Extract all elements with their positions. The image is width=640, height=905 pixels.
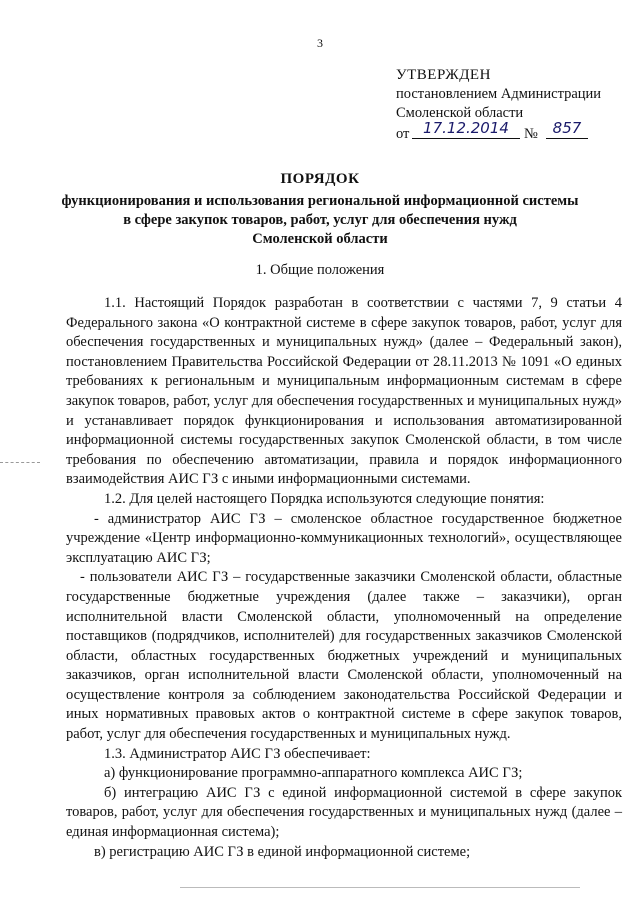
paragraph-1-1: 1.1. Настоящий Порядок разработан в соответствии с частями 7, 9 статьи 4 Федерального закона «О контрактной системе в сфере закупок товаров, работ, услуг для обеспечения государственных и муниципальных нужд» (далее – Федеральный закон), постановлением Правительства Российской Федерации от 28.11.2013 № 1091 «О единых требованиях к региональным и муниципальным информационным системам в сфере закупок товаров, работ, услуг для обеспечения государственных и муниципальных нужд» и устанавливает порядок функционирования и использования автоматизированной информационной системы государственных закупок Смоленской области, в том числе требования по обеспечению автоматизации, правила и порядок информационного взаимодействия АИС ГЗ с иными информационными системами. — [66, 295, 622, 488]
scan-margin-mark — [0, 462, 40, 463]
title-line-2: в сфере закупок товаров, работ, услуг для обеспечения нужд — [123, 212, 517, 228]
title-line-3: Смоленской области — [252, 231, 388, 247]
section-heading: 1. Общие положения — [255, 262, 385, 278]
paragraph-1-2: 1.2. Для целей настоящего Порядка используются следующие понятия: — [104, 490, 545, 507]
title-line-1: функционирования и использования региональной информационной системы — [61, 193, 579, 209]
paragraph-a: а) функционирование программно-аппаратного комплекса АИС ГЗ; — [104, 765, 523, 782]
paragraph-b: б) интеграцию АИС ГЗ с единой информационной системой в сфере закупок товаров, работ, услуг для обеспечения государственных и муниципальных нужд (далее – единая информационная система); — [66, 784, 622, 841]
approval-line-2: Смоленской области — [396, 105, 524, 121]
approval-block — [396, 66, 626, 145]
approval-title: УТВЕРЖДЕН — [396, 67, 491, 83]
paragraph-v: в) регистрацию АИС ГЗ в единой информационной системе; — [94, 843, 471, 860]
scan-bottom-line — [180, 887, 580, 888]
page-number: 3 — [317, 36, 323, 50]
document-body — [66, 294, 622, 862]
number-sign: № — [524, 126, 538, 142]
paragraph-1-3: 1.3. Администратор АИС ГЗ обеспечивает: — [104, 745, 371, 762]
document-title — [0, 170, 640, 249]
approval-line-1: постановлением Администрации — [396, 86, 602, 102]
title-main: ПОРЯДОК — [280, 171, 360, 187]
paragraph-users: - пользователи АИС ГЗ – государственные заказчики Смоленской области, областные государственные бюджетные учреждения (далее также – заказчики), орган исполнительной власти Смоленской области, уполномоченный на определение поставщиков (подрядчиков, исполнителей) для государственных заказчиков Смоленской области, областных государственных бюджетных учреждений и муниципальных заказчиков, орган исполнительной власти Смоленской области, уполномоченный на осуществление контроля за соблюдением законодательства Российской Федерации и иных нормативных правовых актов о контрактной системе в сфере закупок товаров, работ, услуг для обеспечения государственных и муниципальных нужд. — [66, 569, 622, 743]
paragraph-administrator: - администратор АИС ГЗ – смоленское областное государственное бюджетное учреждение «Центр информационно-коммуникационных технологий», осуществляющее эксплуатацию АИС ГЗ; — [66, 510, 622, 566]
handwritten-date: 17.12.2014 — [412, 119, 520, 139]
date-prefix: от — [396, 126, 410, 142]
approval-date-number-line — [396, 119, 626, 145]
handwritten-number: 857 — [546, 119, 588, 139]
